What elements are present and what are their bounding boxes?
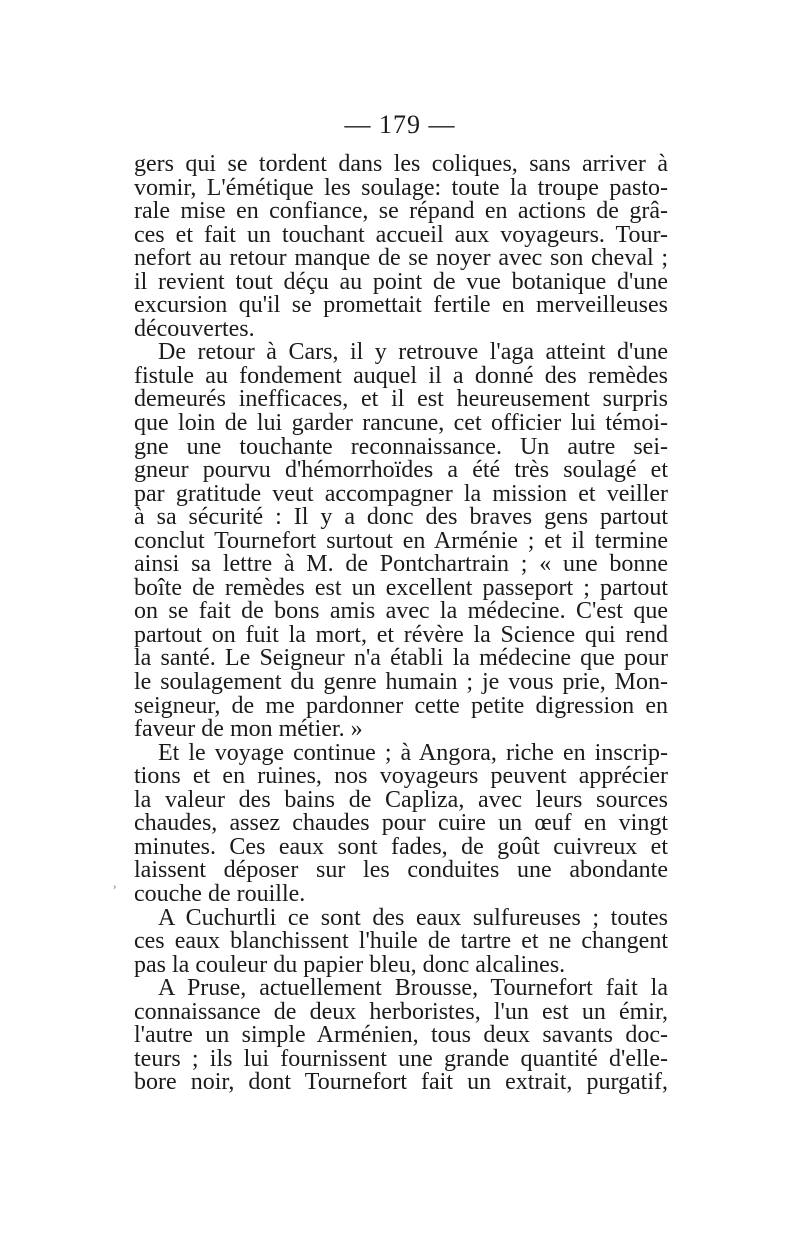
text-line: par gratitude veut accompagner la mission et veiller bbox=[134, 482, 668, 507]
text-line: conclut Tournefort surtout en Arménie ; et il termine bbox=[134, 529, 668, 554]
text-line: couche de rouille. bbox=[134, 882, 306, 907]
text-line: De retour à Cars, il y retrouve l'aga atteint d'une bbox=[158, 341, 668, 365]
text-line: fistule au fondement auquel il a donné des remèdes bbox=[134, 364, 668, 389]
paragraph bbox=[134, 977, 668, 1095]
text-line: on se fait de bons amis avec la médecine. C'est que bbox=[134, 600, 668, 624]
paragraph bbox=[134, 907, 668, 978]
text-line: à sa sécurité : Il y a donc des braves gens partout bbox=[134, 506, 668, 530]
text-line: teurs ; ils lui fournissent une grande quantité d'elle- bbox=[134, 1047, 668, 1072]
text-line: laissent déposer sur les conduites une abondante bbox=[134, 859, 668, 883]
text-line: l'autre un simple Arménien, tous deux savants doc- bbox=[134, 1024, 668, 1048]
text-line: connaissance de deux herboristes, l'un est un émir, bbox=[134, 1000, 668, 1025]
paragraph bbox=[134, 153, 668, 341]
text-line: gneur pourvu d'hémorrhoïdes a été très soulagé et bbox=[134, 459, 668, 483]
text-line: boîte de remèdes est un excellent passeport ; partout bbox=[134, 576, 668, 601]
text-line: gne une touchante reconnaissance. Un autre sei- bbox=[134, 435, 668, 460]
text-line: bore noir, dont Tournefort fait un extrait, purgatif, bbox=[134, 1071, 668, 1095]
text-line: il revient tout déçu au point de vue botanique d'une bbox=[134, 270, 668, 295]
text-line: la santé. Le Seigneur n'a établi la médecine que pour bbox=[134, 647, 668, 672]
text-line: A Cuchurtli ce sont des eaux sulfureuses ; toutes bbox=[158, 906, 668, 931]
text-line: nefort au retour manque de se noyer avec son cheval ; bbox=[134, 247, 668, 271]
text-line: tions et en ruines, nos voyageurs peuvent apprécier bbox=[134, 765, 668, 789]
page-number: — 179 — bbox=[344, 110, 456, 139]
text-line: A Pruse, actuellement Brousse, Tournefort fait la bbox=[158, 977, 668, 1001]
paragraph bbox=[134, 742, 668, 907]
text-line: ces eaux blanchissent l'huile de tartre et ne changent bbox=[134, 930, 668, 954]
text-line: seigneur, de me pardonner cette petite digression en bbox=[134, 694, 668, 719]
text-line: excursion qu'il se promettait fertile en merveilleuses bbox=[134, 294, 668, 318]
body-text bbox=[134, 153, 668, 1095]
text-line: partout on fuit la mort, et révère la Science qui rend bbox=[134, 623, 668, 648]
text-line: minutes. Ces eaux sont fades, de goût cuivreux et bbox=[134, 835, 668, 860]
text-line: la valeur des bains de Capliza, avec leurs sources bbox=[134, 788, 668, 813]
text-line: rale mise en confiance, se répand en actions de grâ- bbox=[134, 200, 668, 224]
text-line: faveur de mon métier. » bbox=[134, 718, 363, 742]
text-line: demeurés inefficaces, et il est heureusement surpris bbox=[134, 388, 668, 413]
text-line: découvertes. bbox=[134, 317, 255, 342]
text-line: pas la couleur du papier bleu, donc alcalines. bbox=[134, 953, 566, 978]
text-line: Et le voyage continue ; à Angora, riche en inscrip- bbox=[158, 741, 668, 766]
text-line: chaudes, assez chaudes pour cuire un œuf en vingt bbox=[134, 812, 668, 836]
margin-mark: ʾ bbox=[112, 884, 118, 901]
text-line: vomir, L'émétique les soulage: toute la troupe pasto- bbox=[134, 176, 668, 201]
paragraph bbox=[134, 341, 668, 741]
text-line: ces et fait un touchant accueil aux voyageurs. Tour- bbox=[134, 223, 668, 248]
text-line: le soulagement du genre humain ; je vous prie, Mon- bbox=[134, 671, 668, 695]
text-line: que loin de lui garder rancune, cet officier lui témoi- bbox=[134, 412, 668, 436]
text-line: gers qui se tordent dans les coliques, sans arriver à bbox=[134, 153, 668, 177]
text-line: ainsi sa lettre à M. de Pontchartrain ; « une bonne bbox=[134, 553, 668, 577]
